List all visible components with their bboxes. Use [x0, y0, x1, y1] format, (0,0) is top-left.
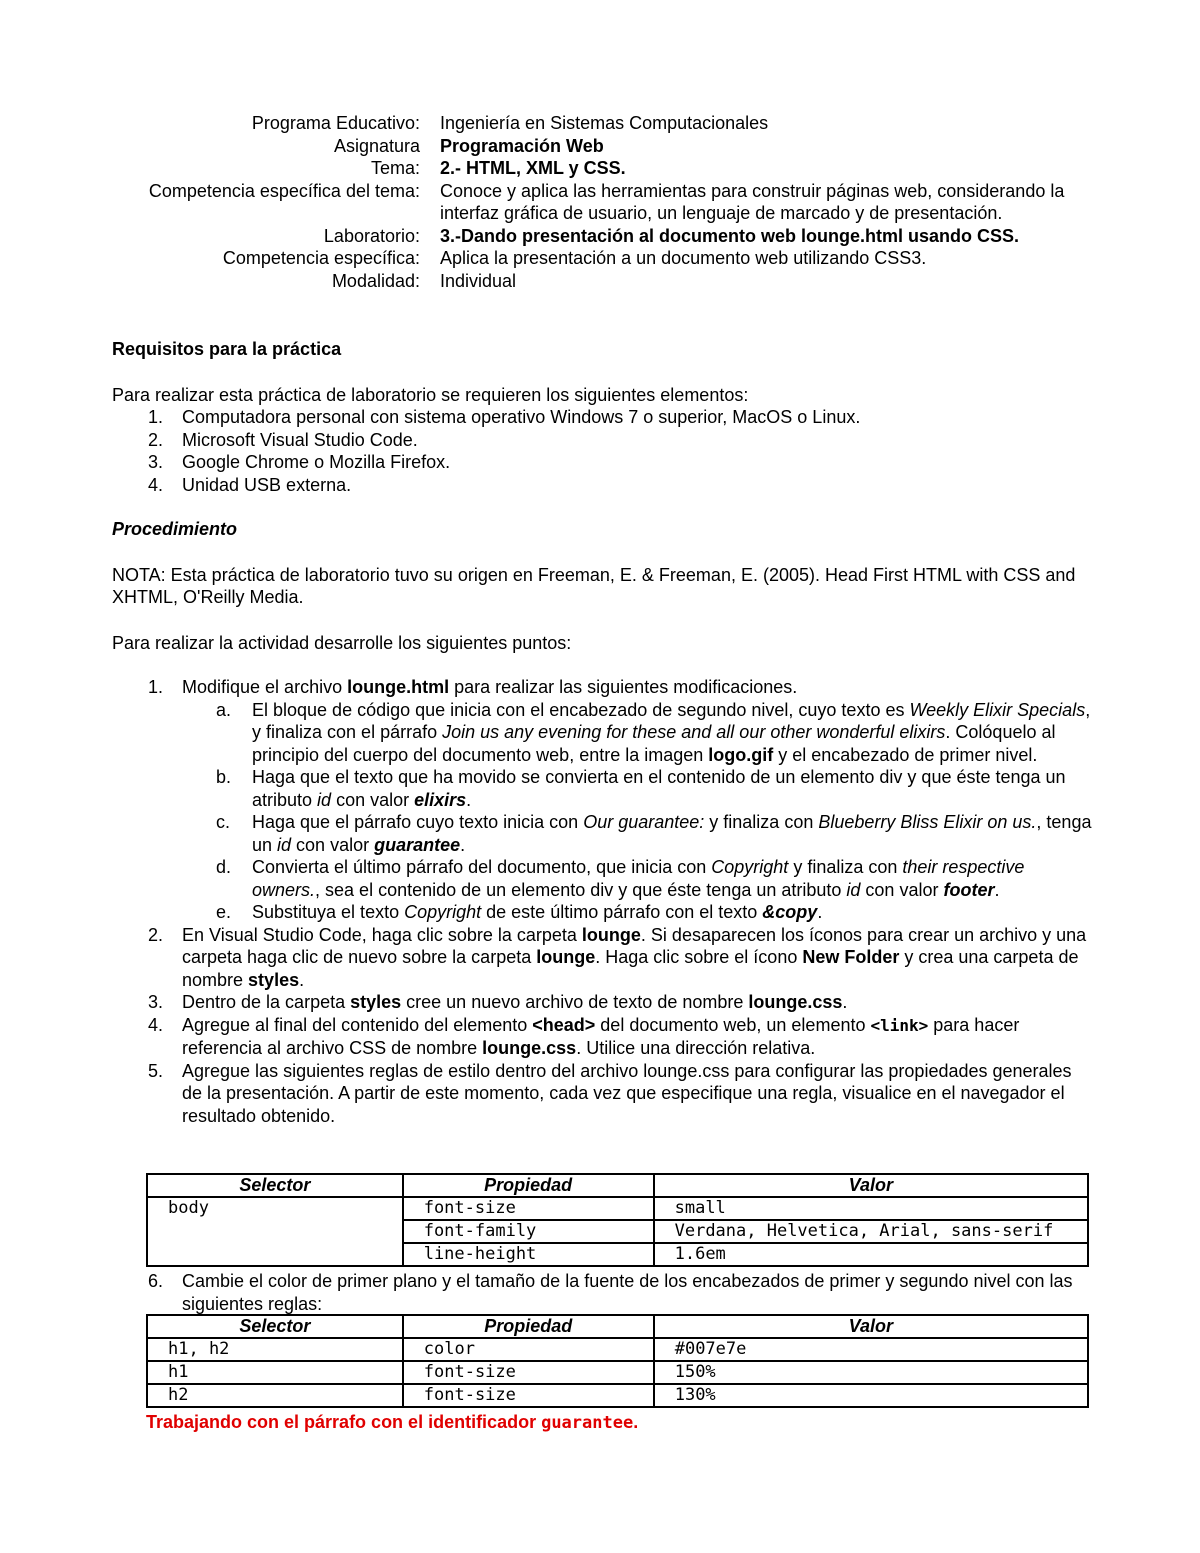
- value-cell: Verdana, Helvetica, Arial, sans-serif: [654, 1220, 1088, 1243]
- procedimiento-section: [112, 518, 1092, 654]
- selector-cell: h1: [147, 1361, 403, 1384]
- requirements-list: [112, 406, 1092, 496]
- steps-list: [112, 676, 1092, 1127]
- css-rules-table-2: [146, 1314, 1089, 1408]
- value-cell: #007e7e: [654, 1338, 1088, 1361]
- step-item: 6. Cambie el color de primer plano y el tamaño de la fuente de los encabezados de primer y segundo nivel con las siguientes reglas:: [148, 1271, 1073, 1314]
- list-item: 4. Unidad USB externa.: [148, 474, 352, 495]
- table-row: [147, 1361, 1088, 1384]
- section-intro: Para realizar esta práctica de laboratorio se requieren los siguientes elementos:: [112, 384, 749, 405]
- header-row: [100, 112, 1100, 135]
- substep-item: b. Haga que el texto que ha movido se convierta en el contenido de un elemento div y que éste tenga un atributo id con valor elixirs.: [216, 767, 1066, 810]
- selector-cell: h2: [147, 1384, 403, 1407]
- value-cell: 1.6em: [654, 1243, 1088, 1266]
- header-row: [100, 270, 1100, 293]
- property-cell: font-size: [403, 1197, 654, 1220]
- requisitos-section: [112, 338, 1092, 496]
- steps-section: [112, 676, 1092, 1127]
- selector-cell: body: [147, 1197, 403, 1266]
- column-header: Selector: [147, 1315, 403, 1338]
- table-header-row: [147, 1315, 1088, 1338]
- section-title: Requisitos para la práctica: [112, 339, 342, 359]
- list-item: 1. Computadora personal con sistema operativo Windows 7 o superior, MacOS o Linux.: [148, 407, 861, 427]
- nota-paragraph: NOTA: Esta práctica de laboratorio tuvo su origen en Freeman, E. & Freeman, E. (2005). Head First HTML with CSS and XHTML, O'Reilly Media.: [112, 564, 1076, 607]
- value-cell: small: [654, 1197, 1088, 1220]
- step-item: 5. Agregue las siguientes reglas de estilo dentro del archivo lounge.css para configurar las propiedades generales de la presentación. A partir de este momento, cada vez que especifique una regla, visualice en el navegador el resultado obtenido.: [148, 1060, 1072, 1126]
- step-item: 3. Dentro de la carpeta styles cree un nuevo archivo de texto de nombre lounge.css.: [148, 992, 848, 1012]
- header-row: [100, 247, 1100, 270]
- property-cell: font-family: [403, 1220, 654, 1243]
- header-value: Ingeniería en Sistemas Computacionales: [440, 113, 769, 133]
- item-text: Microsoft Visual Studio Code.: [182, 429, 418, 450]
- course-header: [100, 112, 1100, 292]
- procedure-intro: Para realizar la actividad desarrolle los siguientes puntos:: [112, 632, 572, 653]
- property-cell: font-size: [403, 1384, 654, 1407]
- header-row: [100, 225, 1100, 248]
- step-6-block: [112, 1270, 1092, 1315]
- note-text: Trabajando con el párrafo con el identificador: [146, 1412, 542, 1432]
- list-item: 2. Microsoft Visual Studio Code.: [148, 429, 418, 450]
- property-cell: color: [403, 1338, 654, 1361]
- header-row: [100, 135, 1100, 158]
- step-item: 1. Modifique el archivo lounge.html para realizar las siguientes modificaciones. a. El bloque de código que inicia con el encabezado de segundo nivel, cuyo texto es Weekly Elixir Specials, y finaliza con el párrafo Join us any evening for these and all our other wonderful elixirs. Colóquelo al principio del cuerpo del documento web, entre la imagen logo.gif y el encabezado de primer nivel. b. Haga que el texto que ha movido se convierta en el contenido de un elemento div y que éste tenga un atributo id con valor elixirs. c. Haga que el párrafo cuyo texto inicia con Our guarantee: y finaliza con Blueberry Bliss Elixir on us., tenga un id con valor guarantee. d. Convierta el último párrafo del documento, que inicia con Copyright y finaliza con their respective owners., sea el contenido de un elemento div y que éste tenga un atributo id con valor footer. e. Substituya el texto Copyright de este último párrafo con el texto &copy.: [112, 676, 1092, 924]
- header-row: [100, 157, 1100, 180]
- header-label: Competencia específica del tema:: [148, 180, 420, 201]
- header-label: Programa Educativo:: [251, 113, 420, 133]
- substep-item: a. El bloque de código que inicia con el encabezado de segundo nivel, cuyo texto es Weekly Elixir Specials, y finaliza con el párrafo Join us any evening for these and all our other wonderful elixirs. Colóquelo al principio del cuerpo del documento web, entre la imagen logo.gif y el encabezado de primer nivel.: [216, 699, 1091, 765]
- header-row: [100, 180, 1100, 225]
- header-label: Competencia específica:: [222, 248, 420, 268]
- header-label: Tema:: [370, 158, 420, 178]
- substep-item: d. Convierta el último párrafo del documento, que inicia con Copyright y finaliza con their respective owners., sea el contenido de un elemento div y que éste tenga un atributo id con valor footer.: [216, 857, 1025, 900]
- table-row: [147, 1338, 1088, 1361]
- header-value: Programación Web: [440, 135, 604, 156]
- note-text-end: .: [633, 1412, 639, 1432]
- column-header: Propiedad: [403, 1315, 654, 1338]
- substeps-list: [112, 699, 1092, 924]
- header-value: 3.-Dando presentación al documento web lounge.html usando CSS.: [440, 225, 1020, 246]
- header-label: Modalidad:: [331, 270, 420, 291]
- property-cell: line-height: [403, 1243, 654, 1266]
- table-row: [147, 1197, 1088, 1220]
- step-item: 4. Agregue al final del contenido del elemento <head> del documento web, un elemento <link> para hacer referencia al archivo CSS de nombre lounge.css. Utilice una dirección relativa.: [148, 1014, 1020, 1058]
- steps-list-continued: [112, 1270, 1092, 1315]
- item-text: Unidad USB externa.: [182, 474, 352, 495]
- table-row: [147, 1384, 1088, 1407]
- substep-item: c. Haga que el párrafo cuyo texto inicia con Our guarantee: y finaliza con Blueberry Bliss Elixir on us., tenga un id con valor guarantee.: [216, 812, 1092, 855]
- header-value: Aplica la presentación a un documento web utilizando CSS3.: [440, 248, 927, 268]
- header-label: Laboratorio:: [323, 225, 420, 246]
- property-cell: font-size: [403, 1361, 654, 1384]
- value-cell: 150%: [654, 1361, 1088, 1384]
- selector-cell: h1, h2: [147, 1338, 403, 1361]
- column-header: Valor: [654, 1174, 1088, 1197]
- column-header: Valor: [654, 1315, 1088, 1338]
- css-rules-table-1: [146, 1173, 1089, 1267]
- step-item: 2. En Visual Studio Code, haga clic sobre la carpeta lounge. Si desaparecen los íconos para crear un archivo y una carpeta haga clic de nuevo sobre la carpeta lounge. Haga clic sobre el ícono New Folder y crea una carpeta de nombre styles.: [148, 924, 1087, 990]
- header-label: Asignatura: [333, 135, 420, 156]
- section-note-guarantee: [146, 1411, 1126, 1435]
- list-item: 3. Google Chrome o Mozilla Firefox.: [148, 452, 451, 472]
- column-header: Selector: [147, 1174, 403, 1197]
- item-text: Computadora personal con sistema operativo Windows 7 o superior, MacOS o Linux.: [182, 407, 861, 427]
- header-value: Individual: [440, 270, 517, 291]
- column-header: Propiedad: [403, 1174, 654, 1197]
- header-value: 2.- HTML, XML y CSS.: [440, 158, 626, 178]
- section-title: Procedimiento: [112, 519, 238, 539]
- value-cell: 130%: [654, 1384, 1088, 1407]
- header-value: Conoce y aplica las herramientas para construir páginas web, considerando la interfaz gráfica de usuario, un lenguaje de marcado y de presentación.: [440, 180, 1065, 223]
- item-text: Google Chrome o Mozilla Firefox.: [182, 452, 451, 472]
- note-code: guarantee: [541, 1413, 634, 1433]
- table-header-row: [147, 1174, 1088, 1197]
- substep-item: e. Substituya el texto Copyright de este último párrafo con el texto &copy.: [216, 902, 823, 922]
